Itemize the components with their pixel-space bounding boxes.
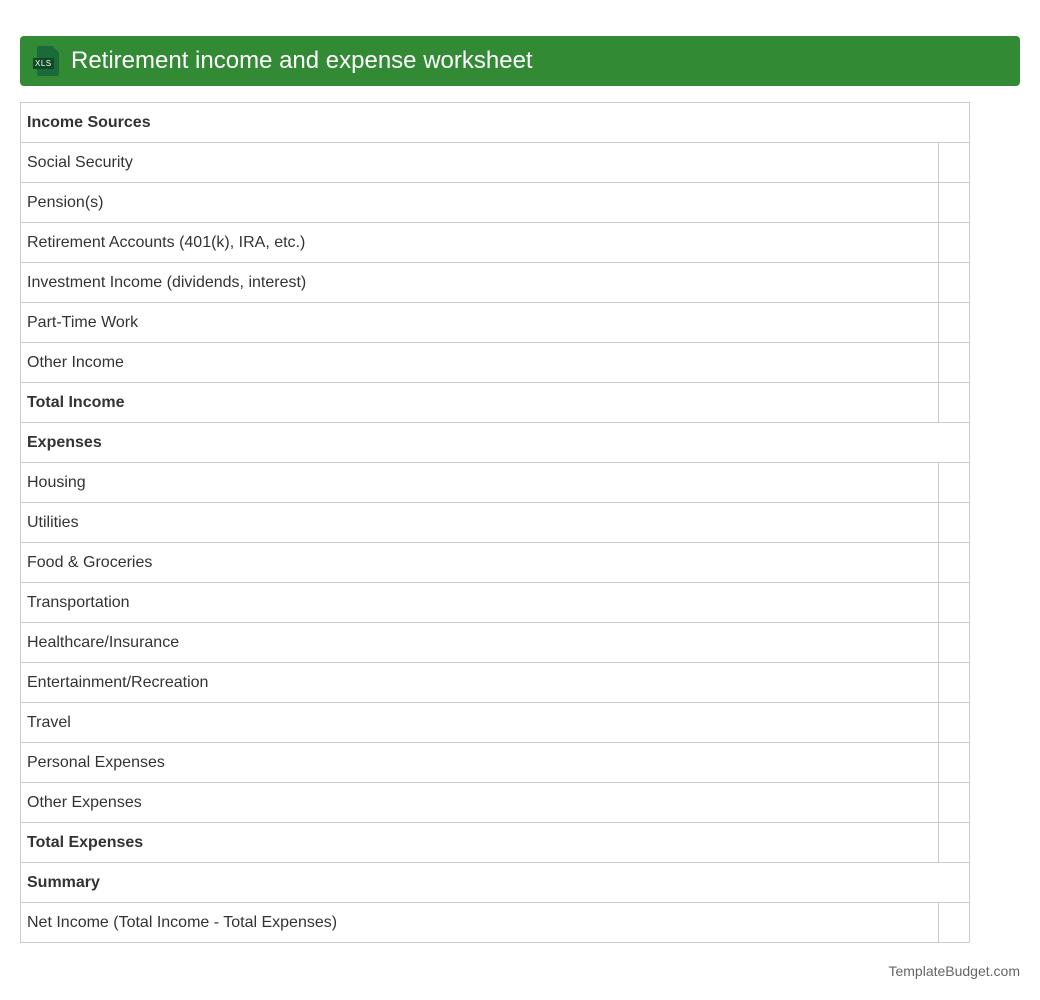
table-row (21, 223, 970, 263)
table-row (21, 783, 970, 823)
amount-cell[interactable] (939, 503, 970, 543)
table-row (21, 463, 970, 503)
header-bar (20, 36, 1020, 86)
amount-cell[interactable] (939, 583, 970, 623)
amount-cell[interactable] (939, 903, 970, 943)
row-label: Net Income (Total Income - Total Expenses) (21, 903, 939, 943)
amount-cell[interactable] (939, 743, 970, 783)
table-row (21, 303, 970, 343)
row-label: Utilities (21, 503, 939, 543)
row-label: Pension(s) (21, 183, 939, 223)
amount-cell[interactable] (939, 703, 970, 743)
amount-cell[interactable] (939, 543, 970, 583)
table-row (21, 383, 970, 423)
table-row (21, 823, 970, 863)
table-row (21, 903, 970, 943)
row-label: Summary (21, 863, 970, 903)
table-row (21, 183, 970, 223)
page-title: Retirement income and expense worksheet (71, 47, 533, 74)
row-label: Part-Time Work (21, 303, 939, 343)
table-row (21, 143, 970, 183)
table-row (21, 743, 970, 783)
row-label: Healthcare/Insurance (21, 623, 939, 663)
footer-brand[interactable]: TemplateBudget.com (888, 963, 1020, 979)
row-label: Retirement Accounts (401(k), IRA, etc.) (21, 223, 939, 263)
amount-cell[interactable] (939, 303, 970, 343)
amount-cell[interactable] (939, 463, 970, 503)
section-header-row (21, 103, 970, 143)
amount-cell[interactable] (939, 823, 970, 863)
table-row (21, 503, 970, 543)
xls-file-icon: XLS (33, 46, 59, 76)
row-label: Total Expenses (21, 823, 939, 863)
amount-cell[interactable] (939, 183, 970, 223)
worksheet-table (20, 102, 970, 943)
table-row (21, 543, 970, 583)
amount-cell[interactable] (939, 663, 970, 703)
row-label: Other Income (21, 343, 939, 383)
row-label: Food & Groceries (21, 543, 939, 583)
table-row (21, 343, 970, 383)
table-row (21, 623, 970, 663)
amount-cell[interactable] (939, 223, 970, 263)
row-label: Housing (21, 463, 939, 503)
table-row (21, 583, 970, 623)
row-label: Total Income (21, 383, 939, 423)
row-label: Expenses (21, 423, 970, 463)
amount-cell[interactable] (939, 143, 970, 183)
amount-cell[interactable] (939, 623, 970, 663)
row-label: Social Security (21, 143, 939, 183)
row-label: Entertainment/Recreation (21, 663, 939, 703)
table-row (21, 263, 970, 303)
amount-cell[interactable] (939, 383, 970, 423)
row-label: Transportation (21, 583, 939, 623)
amount-cell[interactable] (939, 343, 970, 383)
table-row (21, 703, 970, 743)
amount-cell[interactable] (939, 783, 970, 823)
row-label: Income Sources (21, 103, 970, 143)
row-label: Other Expenses (21, 783, 939, 823)
row-label: Personal Expenses (21, 743, 939, 783)
table-row (21, 663, 970, 703)
section-header-row (21, 423, 970, 463)
section-header-row (21, 863, 970, 903)
row-label: Investment Income (dividends, interest) (21, 263, 939, 303)
amount-cell[interactable] (939, 263, 970, 303)
row-label: Travel (21, 703, 939, 743)
